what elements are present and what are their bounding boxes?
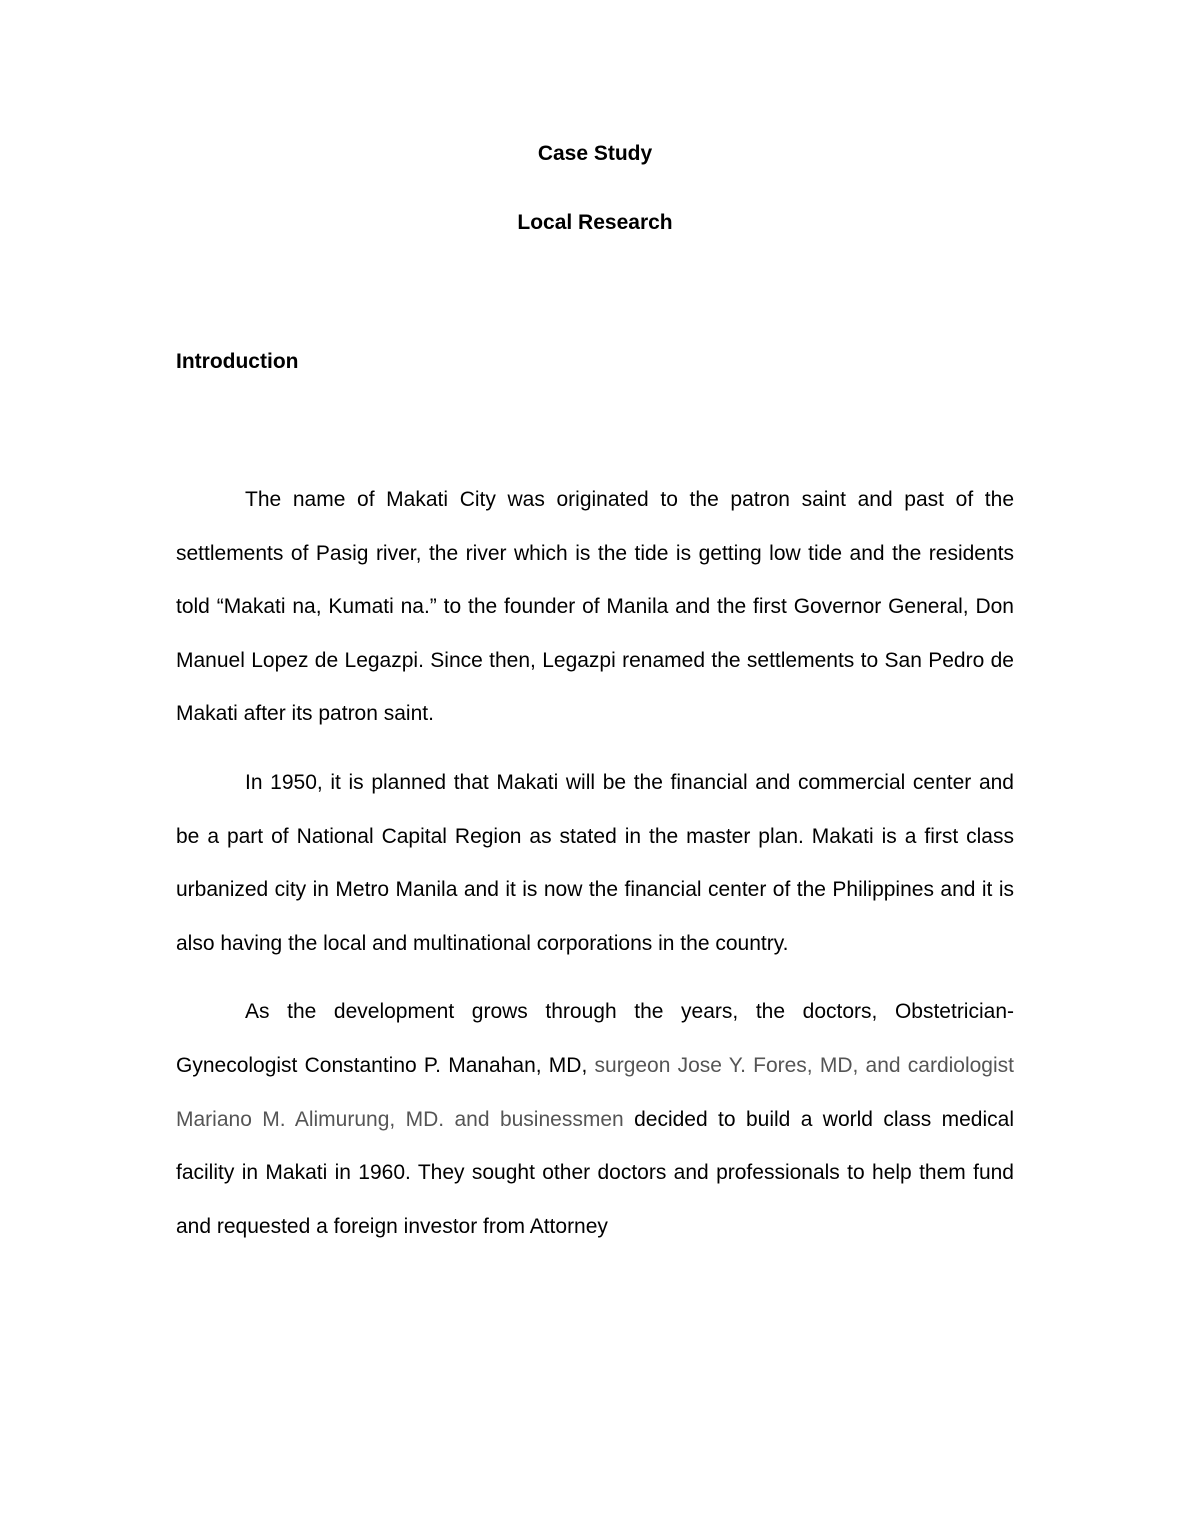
paragraph-3-part-1: As the development grows through the years, the doctors, Obstetrician-Gynecologist Constantino P. Manahan, MD, [176,1000,1014,1077]
paragraph-2: In 1950, it is planned that Makati will be the financial and commercial center and be a part of National Capital Region as stated in the master plan. Makati is a first class urbanized city in Metro Manila and it is now the financial center of the Philippines and it is also having the local and multinational corporations in the country. [176,770,1014,955]
paragraph-3-part-3: decided to build a world class medical facility in Makati in 1960. They sought other doctors and professionals to help them fund and requested a foreign investor from Attorney [176,1107,1014,1238]
paragraph-1: The name of Makati City was originated to the patron saint and past of the settlements of Pasig river, the river which is the tide is getting low tide and the residents told “Makati na, Kumati na.” to the founder of Manila and the first Governor General, Don Manuel Lopez de Legazpi. Since then, Legazpi renamed the settlements to San Pedro de Makati after its patron saint. [176,488,1014,726]
document-subtitle: Local Research [517,211,673,234]
paragraph-3 [176,985,1014,1253]
paragraph-3-gray-text: surgeon Jose Y. Fores, MD, and cardiologist Mariano M. Alimurung, MD. and businessmen [176,1053,1014,1131]
document-title: Case Study [537,142,653,165]
document-body [176,473,1014,1268]
section-heading-introduction: Introduction [176,350,299,373]
